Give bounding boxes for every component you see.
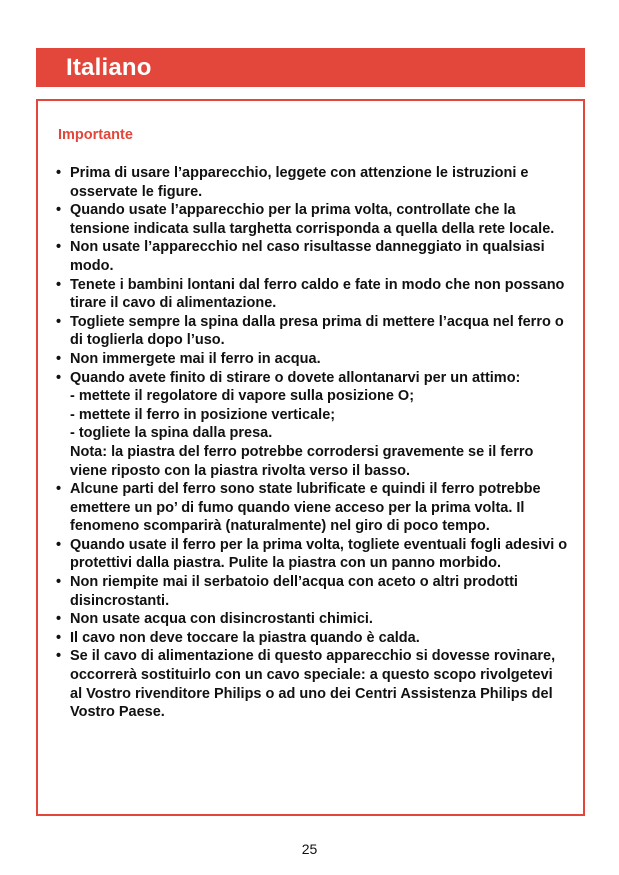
list-item-subline: - togliete la spina dalla presa. bbox=[70, 425, 273, 442]
page-number: 25 bbox=[301, 841, 318, 857]
list-item bbox=[56, 536, 568, 573]
list-item bbox=[56, 369, 568, 481]
list-item-text: Tenete i bambini lontani dal ferro caldo e fate in modo che non possano tirare il cavo di alimentazione. bbox=[70, 276, 565, 312]
bullet-marker: • bbox=[56, 239, 62, 256]
list-item-subline: - mettete il ferro in posizione verticale; bbox=[70, 406, 336, 423]
safety-instructions-list bbox=[56, 164, 568, 722]
list-item-text: Prima di usare l’apparecchio, leggete con attenzione le istruzioni e osservate le figure. bbox=[70, 165, 529, 200]
list-item-subline: Nota: la piastra del ferro potrebbe corrodersi gravemente se il ferro viene riposto con la piastra rivolta verso il basso. bbox=[70, 443, 534, 479]
bullet-marker: • bbox=[56, 276, 62, 293]
language-title: Italiano bbox=[66, 54, 152, 81]
bullet-marker: • bbox=[56, 313, 62, 330]
list-item-subline: - mettete il regolatore di vapore sulla posizione O; bbox=[70, 388, 415, 405]
bullet-marker: • bbox=[56, 202, 62, 219]
bullet-marker: • bbox=[56, 350, 62, 367]
list-item-text: Se il cavo di alimentazione di questo apparecchio si dovesse rovinare, occorrerà sostituirlo con un cavo speciale: a questo scopo rivolgetevi al Vostro rivenditore Philips o ad uno dei Centri Assistenza Philips del Vostro Paese. bbox=[70, 648, 556, 721]
bullet-marker: • bbox=[56, 648, 62, 665]
list-item-text: Quando avete finito di stirare o dovete allontanarvi per un attimo: bbox=[70, 369, 521, 386]
section-title: Importante bbox=[58, 127, 133, 143]
list-item-text: Non immergete mai il ferro in acqua. bbox=[70, 350, 321, 367]
list-item bbox=[56, 164, 568, 201]
list-item bbox=[56, 629, 568, 648]
list-item bbox=[56, 610, 568, 629]
bullet-marker: • bbox=[56, 481, 62, 498]
list-item-text: Il cavo non deve toccare la piastra quando è calda. bbox=[70, 629, 420, 646]
bullet-marker: • bbox=[56, 536, 62, 553]
list-item-text: Non usate l’apparecchio nel caso risultasse danneggiato in qualsiasi modo. bbox=[70, 239, 545, 274]
list-item bbox=[56, 238, 568, 275]
list-item bbox=[56, 350, 568, 369]
list-item-text: Non usate acqua con disincrostanti chimici. bbox=[70, 611, 373, 628]
bullet-marker: • bbox=[56, 165, 62, 181]
bullet-marker: • bbox=[56, 611, 62, 628]
bullet-marker: • bbox=[56, 574, 62, 591]
list-item-text: Non riempite mai il serbatoio dell’acqua con aceto o altri prodotti disincrostanti. bbox=[70, 574, 518, 609]
list-item bbox=[56, 276, 568, 313]
list-item bbox=[56, 647, 568, 721]
important-notice-box bbox=[36, 99, 585, 816]
language-header-band bbox=[36, 48, 585, 87]
bullet-marker: • bbox=[56, 629, 62, 646]
list-item-text: Quando usate il ferro per la prima volta, togliete eventuali fogli adesivi o protettivi dalla piastra. Pulite la piastra con un panno morbido. bbox=[70, 536, 568, 572]
list-item bbox=[56, 313, 568, 350]
bullet-marker: • bbox=[56, 369, 62, 386]
list-item-text: Togliete sempre la spina dalla presa prima di mettere l’acqua nel ferro o di toglierla dopo l’uso. bbox=[70, 313, 564, 349]
list-item-text: Alcune parti del ferro sono state lubrificate e quindi il ferro potrebbe emettere un po’ di fumo quando viene acceso per la prima volta. Il fenomeno scomparirà (naturalmente) nel giro di poco tempo. bbox=[70, 481, 541, 535]
list-item bbox=[56, 573, 568, 610]
list-item bbox=[56, 201, 568, 238]
list-item-text: Quando usate l’apparecchio per la prima volta, controllate che la tensione indicata sulla targhetta corrisponda a quella della rete locale. bbox=[70, 202, 555, 237]
list-item bbox=[56, 480, 568, 536]
